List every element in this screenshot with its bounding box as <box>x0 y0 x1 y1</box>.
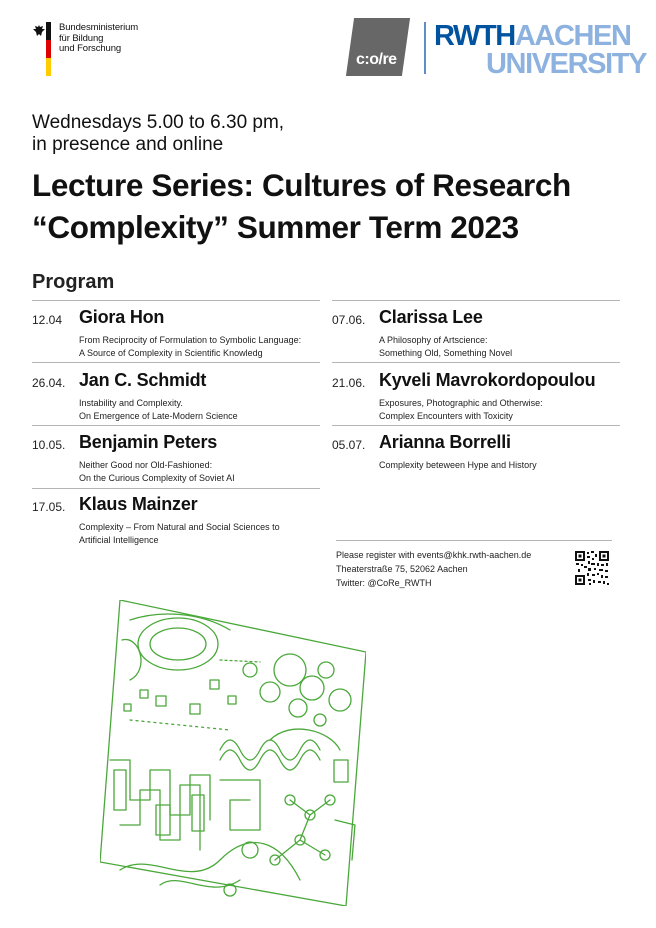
bmbf-name: Bundesministerium für Bildung und Forschung <box>59 22 139 54</box>
divider <box>332 362 620 363</box>
eagle-icon <box>32 24 46 38</box>
program-heading: Program <box>32 271 115 293</box>
rwth-logo-aachen: AACHEN <box>514 20 631 52</box>
lecture-date: 05.07. <box>332 438 366 452</box>
qr-code-icon[interactable] <box>574 550 610 586</box>
divider <box>332 425 620 426</box>
page-title: Lecture Series: Cultures of Research “Complexity” Summer Term 2023 <box>32 167 571 245</box>
lecture-topic: Neither Good nor Old-Fashioned: On the Curious Complexity of Soviet AI <box>79 460 235 483</box>
lecture-topic: A Philosophy of Artscience: Something Old, Something Novel <box>379 335 513 358</box>
divider <box>32 488 320 489</box>
lecture-speaker: Benjamin Peters <box>79 432 218 452</box>
german-flag-stripe <box>46 22 51 76</box>
lecture-date: 07.06. <box>332 313 366 327</box>
lecture-date: 12.04 <box>32 313 63 327</box>
rwth-logo-rwth: RWTH <box>434 20 515 52</box>
lecture-speaker: Klaus Mainzer <box>79 494 198 514</box>
divider <box>336 540 612 541</box>
lecture-topic: Complexity beteween Hype and History <box>379 460 537 470</box>
lecture-topic: Instability and Complexity. On Emergence of Late-Modern Science <box>79 398 238 421</box>
lecture-topic: From Reciprocity of Formulation to Symbolic Language: A Source of Complexity in Scientific Knowledg <box>79 335 302 358</box>
lecture-speaker: Giora Hon <box>79 307 165 327</box>
lecture-date: 10.05. <box>32 438 66 452</box>
lecture-date: 17.05. <box>32 500 66 514</box>
lecture-speaker: Jan C. Schmidt <box>79 370 207 390</box>
complexity-illustration <box>100 600 366 906</box>
divider <box>32 425 320 426</box>
schedule-info: Wednesdays 5.00 to 6.30 pm, in presence and online <box>32 112 285 155</box>
divider <box>32 362 320 363</box>
rwth-divider <box>424 22 426 74</box>
lecture-date: 26.04. <box>32 376 66 390</box>
divider <box>32 300 320 301</box>
core-logo-text: c:o/re <box>356 51 397 68</box>
core-logo <box>340 18 410 78</box>
lecture-speaker: Arianna Borrelli <box>379 432 511 452</box>
rwth-logo-university: UNIVERSITY <box>486 48 647 80</box>
bmbf-logo <box>32 22 142 76</box>
lecture-topic: Exposures, Photographic and Otherwise: Complex Encounters with Toxicity <box>379 398 543 421</box>
registration-info: Please register with events@khk.rwth-aachen.de Theaterstraße 75, 52062 Aachen Twitter: @CoRe_RWTH <box>336 550 532 588</box>
rwth-logo-top <box>434 22 631 50</box>
lecture-topic: Complexity – From Natural and Social Sciences to Artificial Intelligence <box>79 522 280 545</box>
lecture-speaker: Clarissa Lee <box>379 307 483 327</box>
divider <box>332 300 620 301</box>
lecture-date: 21.06. <box>332 376 366 390</box>
lecture-speaker: Kyveli Mavrokordopoulou <box>379 370 596 390</box>
